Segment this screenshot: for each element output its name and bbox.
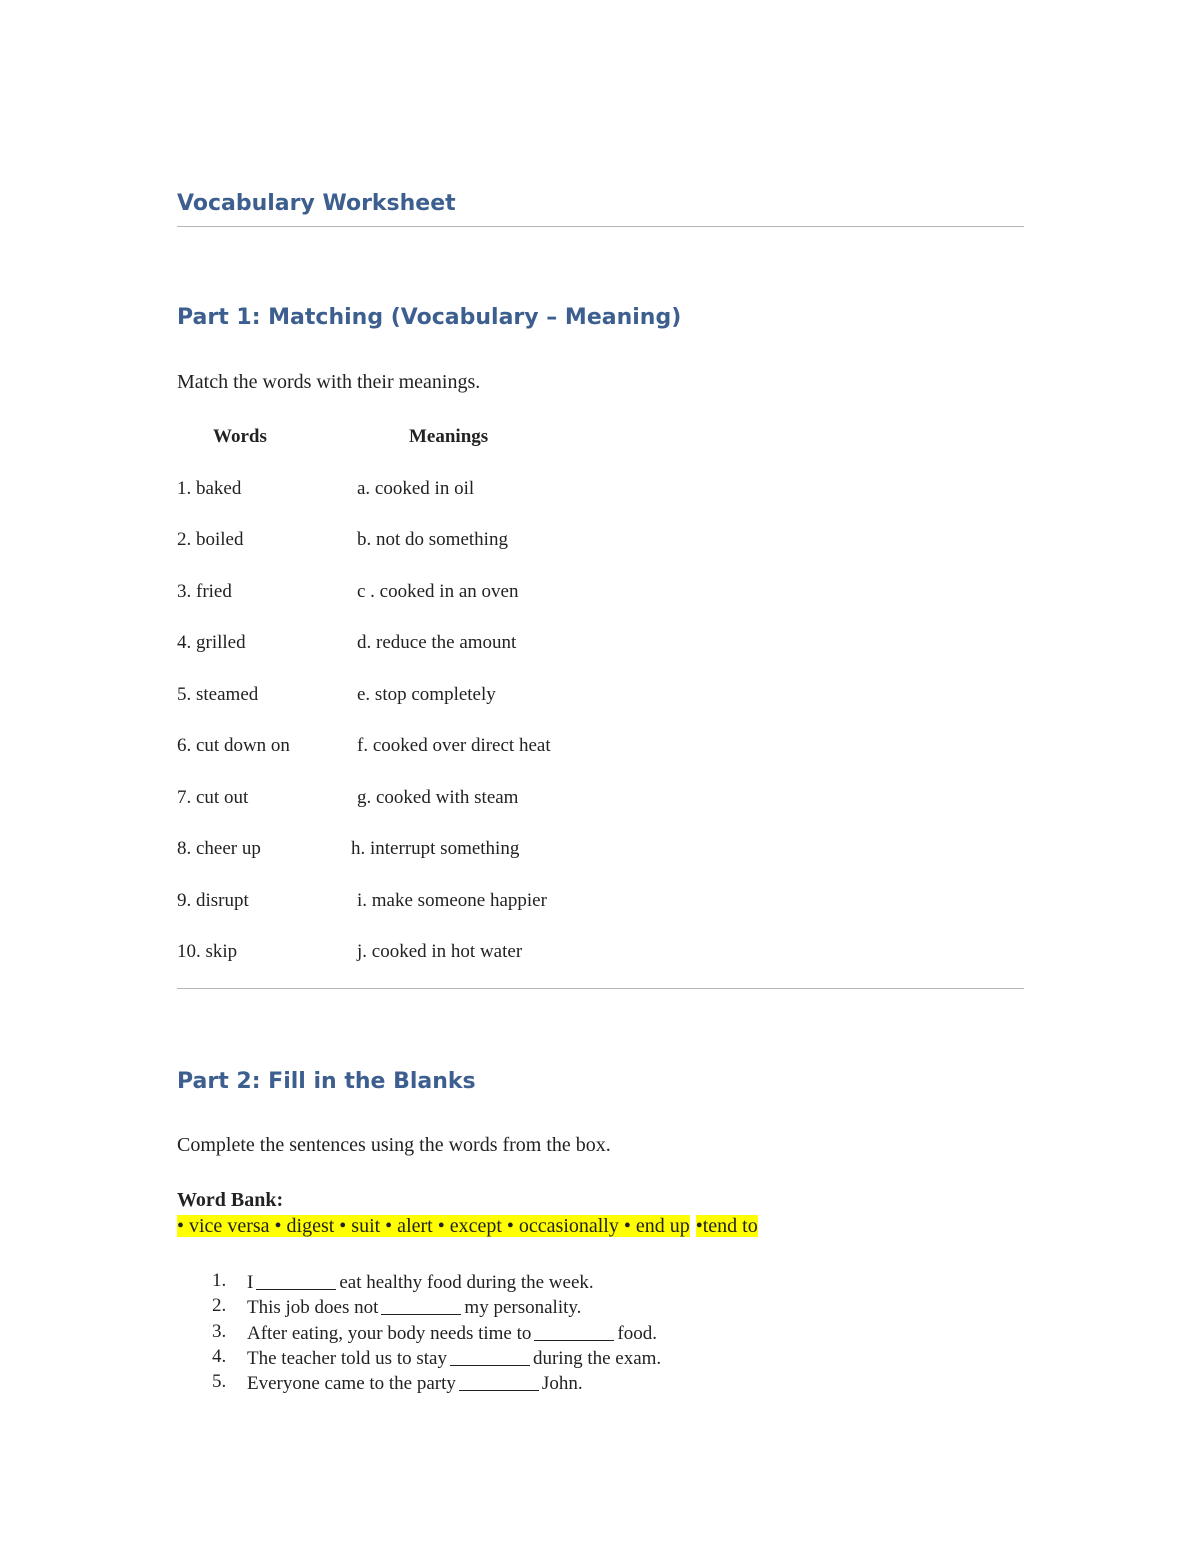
match-word: 5. steamed (177, 684, 259, 705)
item-number: 3. (212, 1320, 227, 1342)
match-meaning: h. interrupt something (351, 838, 520, 859)
list-item (0, 1346, 1200, 1371)
meanings-column-header: Meanings (409, 426, 489, 447)
sentence-start: I (247, 1272, 254, 1293)
match-meaning: a. cooked in oil (357, 478, 475, 499)
title-divider (177, 226, 1024, 227)
match-word: 6. cut down on (177, 735, 290, 756)
match-meaning: e. stop completely (357, 684, 496, 705)
item-number: 5. (212, 1371, 227, 1393)
sentence-start: This job does not (247, 1297, 379, 1319)
word-bank (177, 1215, 758, 1238)
match-row (0, 838, 1200, 866)
sentence-end: eat healthy food during the week. (339, 1272, 594, 1293)
sentence-end: John. (541, 1373, 583, 1395)
answer-blank[interactable] (450, 1346, 530, 1366)
match-row (0, 581, 1200, 609)
answer-blank[interactable] (256, 1270, 336, 1290)
part1-heading: Part 1: Matching (Vocabulary – Meaning) (177, 305, 682, 330)
match-meaning: b. not do something (357, 529, 508, 550)
match-row (0, 684, 1200, 712)
item-number: 1. (212, 1270, 227, 1291)
match-word: 3. fried (177, 581, 232, 602)
item-number: 2. (212, 1295, 227, 1317)
sentence (247, 1270, 594, 1294)
match-meaning: c . cooked in an oven (357, 581, 519, 602)
match-row (0, 529, 1200, 557)
page-title: Vocabulary Worksheet (177, 191, 456, 216)
match-word: 1. baked (177, 478, 242, 499)
sentence-end: my personality. (464, 1297, 582, 1319)
sentence-start: The teacher told us to stay (247, 1347, 447, 1369)
match-word: 7. cut out (177, 787, 249, 808)
match-meaning: g. cooked with steam (357, 787, 519, 808)
match-meaning: j. cooked in hot water (357, 941, 523, 962)
match-row (0, 890, 1200, 918)
match-word: 2. boiled (177, 529, 244, 550)
match-word: 9. disrupt (177, 890, 249, 911)
sentence (247, 1346, 661, 1370)
match-row (0, 632, 1200, 660)
list-item (0, 1371, 1200, 1396)
sentence (247, 1321, 657, 1345)
sentence (247, 1371, 583, 1395)
part1-instruction: Match the words with their meanings. (177, 371, 481, 393)
match-word: 8. cheer up (177, 838, 261, 859)
match-word: 10. skip (177, 941, 238, 962)
list-item (0, 1295, 1200, 1320)
sentence-end: during the exam. (532, 1347, 662, 1369)
list-item (0, 1321, 1200, 1346)
match-word: 4. grilled (177, 632, 246, 653)
match-row (0, 478, 1200, 506)
match-row (0, 787, 1200, 815)
sentence-start: Everyone came to the party (247, 1373, 456, 1395)
word-bank-label: Word Bank: (177, 1189, 284, 1211)
word-bank-words: • vice versa • digest • suit • alert • except • occasionally • end up (177, 1215, 690, 1237)
match-row (0, 735, 1200, 763)
part2-heading: Part 2: Fill in the Blanks (177, 1069, 476, 1094)
answer-blank[interactable] (381, 1295, 461, 1315)
answer-blank[interactable] (459, 1371, 539, 1391)
match-row (0, 941, 1200, 969)
sentence-start: After eating, your body needs time to (247, 1322, 532, 1344)
section-divider (177, 988, 1024, 989)
list-item (0, 1270, 1200, 1295)
fill-in-list (0, 1270, 1200, 1396)
word-bank-words-tail: •tend to (695, 1215, 758, 1237)
part2-instruction: Complete the sentences using the words from the box. (177, 1134, 611, 1156)
sentence-end: food. (617, 1322, 657, 1344)
sentence (247, 1295, 581, 1319)
answer-blank[interactable] (534, 1321, 614, 1341)
match-meaning: d. reduce the amount (357, 632, 517, 653)
match-meaning: i. make someone happier (357, 890, 547, 911)
words-column-header: Words (213, 426, 267, 447)
match-meaning: f. cooked over direct heat (357, 735, 551, 756)
item-number: 4. (212, 1345, 227, 1367)
